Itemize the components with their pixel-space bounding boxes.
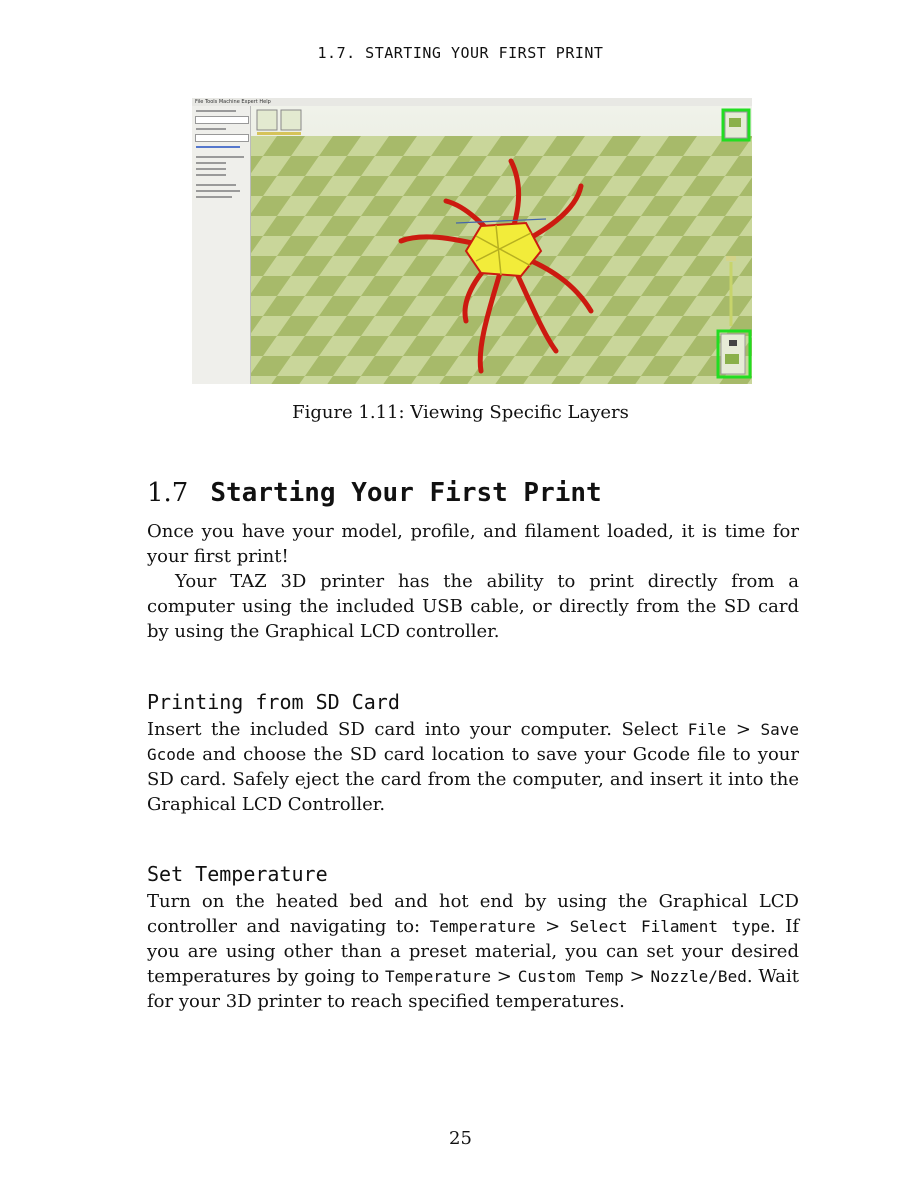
- menu-path-file: File: [687, 720, 727, 739]
- menu-path-custom-temp: Custom Temp: [517, 967, 624, 986]
- menu-path-temperature: Temperature: [429, 917, 536, 936]
- section-heading: [147, 478, 602, 508]
- section-title: Starting Your First Print: [210, 478, 602, 508]
- figure-3d-viewport: [251, 106, 752, 384]
- menu-path-save-gcode: Save Gcode: [147, 720, 800, 764]
- load-model-icon[interactable]: [257, 110, 277, 130]
- figure-menubar: File Tools Machine Expert Help: [192, 98, 752, 106]
- intro-paragraph-1: Once you have your model, profile, and filament loaded, it is time for your first print!: [147, 521, 799, 567]
- menu-path-nozzle-bed: Nozzle/Bed: [650, 967, 747, 986]
- temperature-paragraph: Turn on the heated bed and hot end by using the Graphical LCD controller and navigating to: Temperature > Select Filament type. If you are using other than a preset material, you can set your desired temperatures by going to Temperature > Custom Temp > Nozzle/Bed. Wait for your 3D printer to reach specified temperatures.: [147, 891, 800, 1012]
- figure-settings-sidebar: [192, 106, 251, 384]
- section-number: 1.7: [147, 478, 189, 508]
- running-head: 1.7. STARTING YOUR FIRST PRINT: [317, 44, 604, 62]
- menu-path-select-filament: Select Filament type: [569, 917, 770, 936]
- page-number: 25: [449, 1128, 472, 1149]
- figure-screenshot: [192, 98, 752, 384]
- intro-paragraph-2: Your TAZ 3D printer has the ability to print directly from a computer using the included USB cable, or directly from the SD card by using the Graphical LCD controller.: [147, 571, 799, 642]
- layer-slider-handle[interactable]: [726, 256, 736, 261]
- sd-card-paragraph: Insert the included SD card into your computer. Select File > Save Gcode and choose the SD card location to save your Gcode file to your SD card. Safely eject the card from the computer, and insert it into the Graphical LCD Controller.: [147, 719, 800, 815]
- menu-path-temperature-2: Temperature: [385, 967, 491, 986]
- print-icon[interactable]: [281, 110, 301, 130]
- sd-card-heading: Printing from SD Card: [147, 690, 400, 714]
- temperature-heading: Set Temperature: [147, 862, 328, 886]
- figure-caption: Figure 1.11: Viewing Specific Layers: [292, 402, 629, 423]
